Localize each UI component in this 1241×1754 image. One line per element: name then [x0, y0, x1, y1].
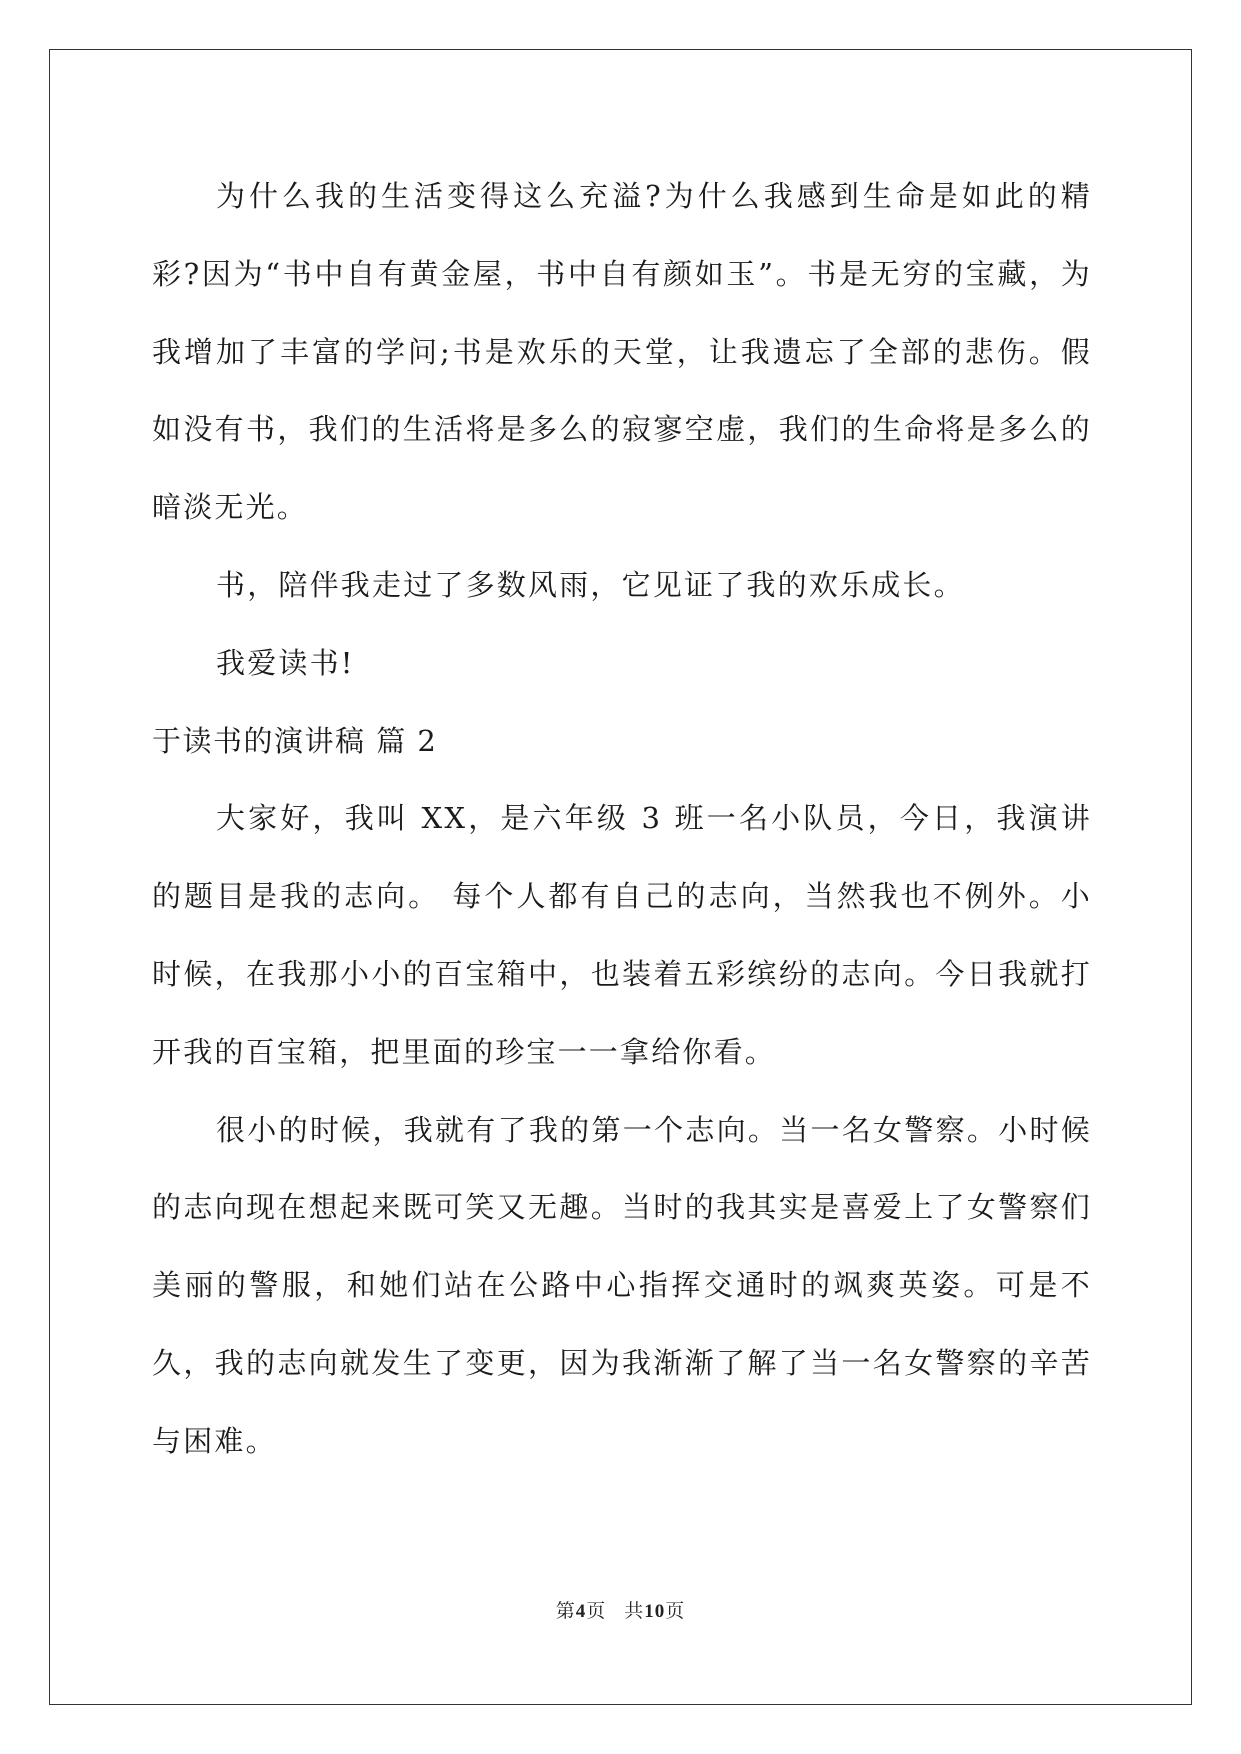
document-body [152, 158, 1092, 1481]
total-prefix: 共 [624, 1601, 645, 1622]
paragraph: 书，陪伴我走过了多数风雨，它见证了我的欢乐成长。 [216, 567, 965, 602]
section-heading: 于读书的演讲稿 篇 2 [152, 723, 438, 758]
total-pages: 10 [644, 1601, 666, 1622]
paragraph: 很小的时候，我就有了我的第一个志向。当一名女警察。小时候的志向现在想起来既可笑又无趣。当时的我其实是喜爱上了女警察们美丽的警服，和她们站在公路中心指挥交通时的飒爽英姿。可是不久，我的志向就发生了变更，因为我渐渐了解了当一名女警察的辛苦与困难。 [152, 1112, 1092, 1458]
page-footer [0, 1596, 1241, 1623]
paragraph: 为什么我的生活变得这么充溢?为什么我感到生命是如此的精彩?因为“书中自有黄金屋，书中自有颜如玉”。书是无穷的宝藏，为我增加了丰富的学问;书是欢乐的天堂，让我遗忘了全部的悲伤。假如没有书，我们的生活将是多么的寂寥空虚，我们的生命将是多么的暗淡无光。 [152, 179, 1092, 525]
page-number: 4 [575, 1601, 587, 1622]
page-suffix: 页 [586, 1601, 607, 1622]
total-suffix: 页 [665, 1601, 686, 1622]
paragraph: 大家好，我叫 XX，是六年级 3 班一名小队员，今日，我演讲的题目是我的志向。 每个人都有自己的志向，当然我也不例外。小时候，在我那小小的百宝箱中，也装着五彩缤纷的志向。今日我就打开我的百宝箱，把里面的珍宝一一拿给你看。 [152, 801, 1092, 1069]
page-prefix: 第 [555, 1601, 576, 1622]
paragraph: 我爱读书! [216, 645, 355, 680]
